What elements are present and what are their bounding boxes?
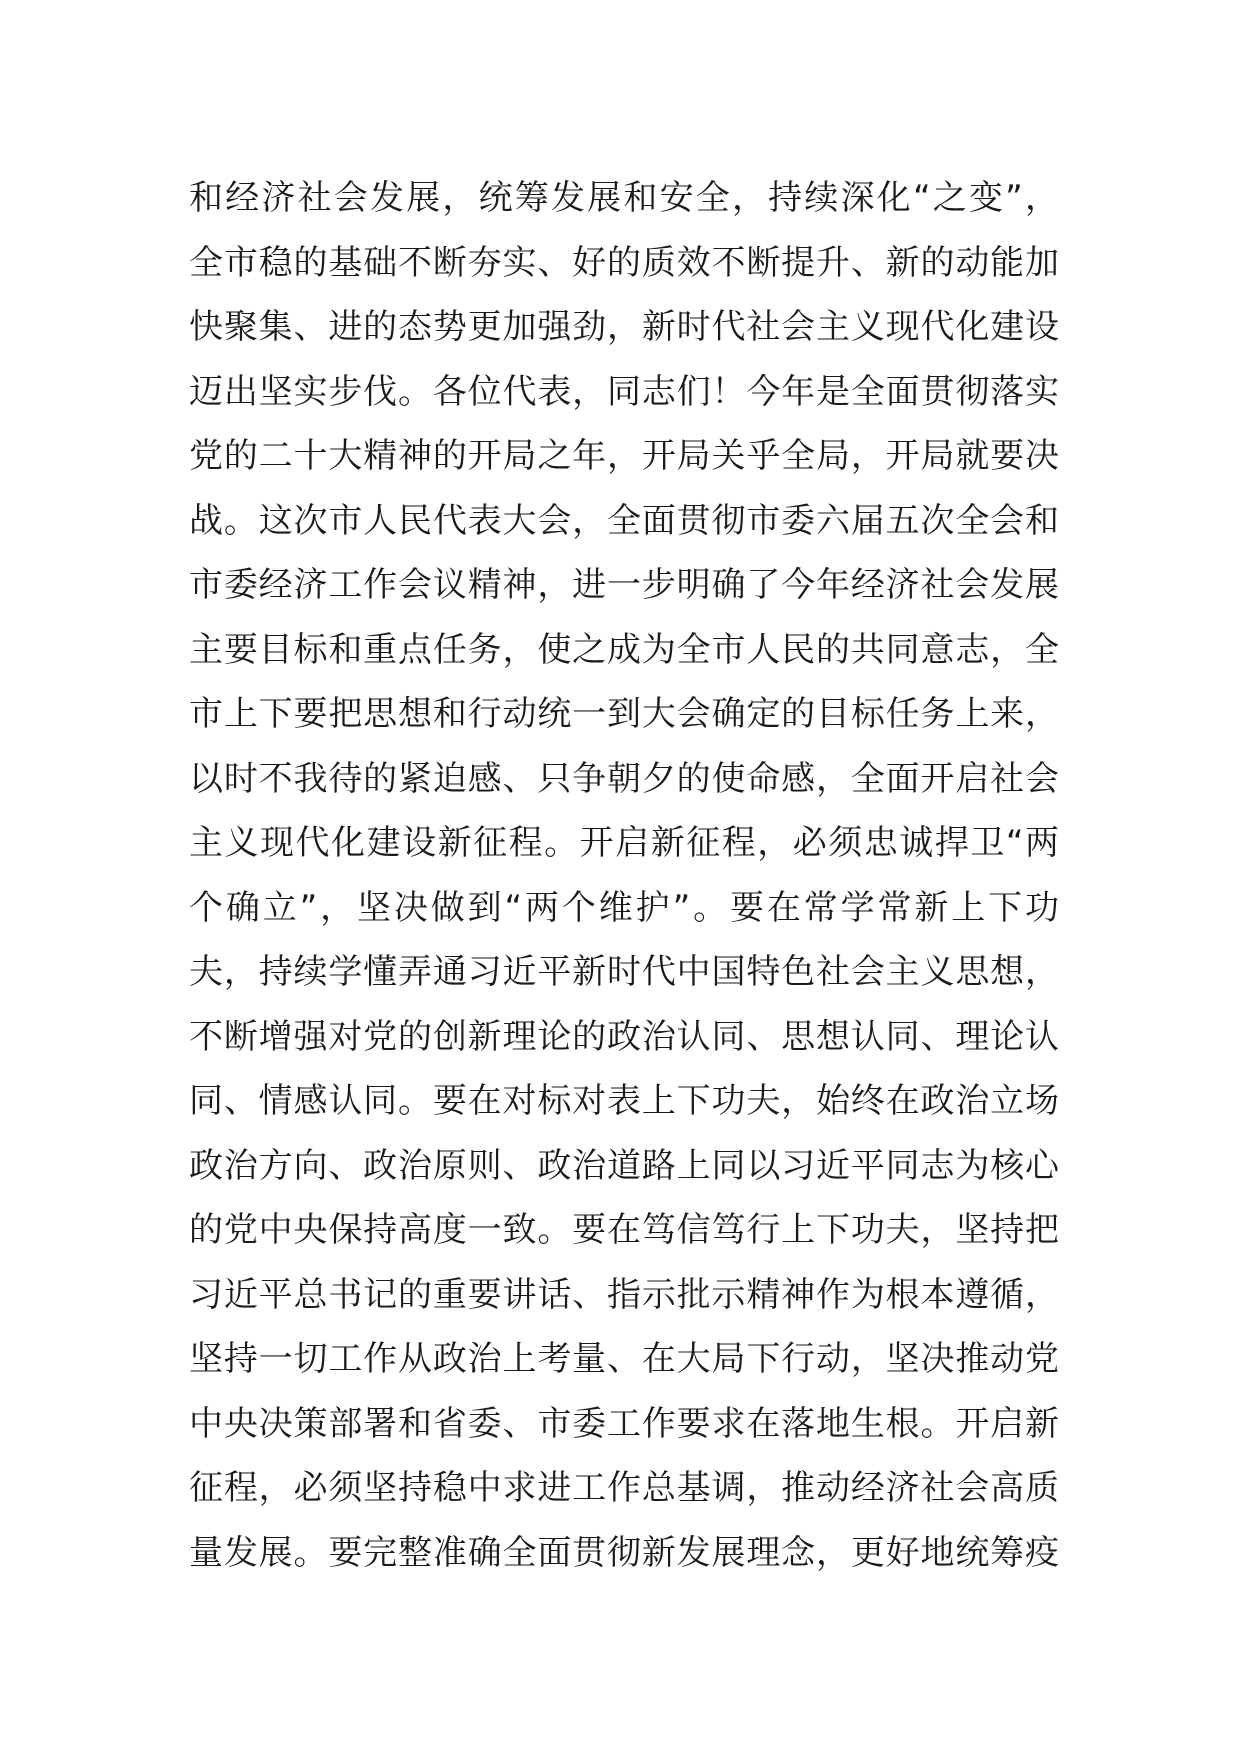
text-line: 以时不我待的紧迫感、只争朝夕的使命感，全面开启社会 [189,758,1059,799]
text-line: 主要目标和重点任务，使之成为全市人民的共同意志，全 [189,629,1059,670]
text-line: 市委经济工作会议精神，进一步明确了今年经济社会发展 [189,565,1059,605]
text-line: 夫，持续学懂弄通习近平新时代中国特色社会主义思想， [189,952,1059,992]
text-line: 坚持一切工作从政治上考量、在大局下行动，坚决推动党 [189,1339,1059,1379]
text-line: 全市稳的基础不断夯实、好的质效不断提升、新的动能加 [189,242,1059,283]
body-text [189,166,1059,1585]
text-line: 快聚集、进的态势更加强劲，新时代社会主义现代化建设 [189,307,1059,347]
text-line: 迈出坚实步伐。各位代表，同志们！今年是全面贯彻落实 [189,371,1059,412]
text-line: 和经济社会发展，统筹发展和安全，持续深化“之变”， [189,178,1059,218]
text-line: 政治方向、政治原则、政治道路上同以习近平同志为核心 [189,1145,1059,1186]
text-line: 的党中央保持高度一致。要在笃信笃行上下功夫，坚持把 [189,1210,1059,1250]
text-line: 同、情感认同。要在对标对表上下功夫，始终在政治立场 [189,1081,1059,1121]
text-line: 不断增强对党的创新理论的政治认同、思想认同、理论认 [189,1016,1059,1057]
text-line: 征程，必须坚持稳中求进工作总基调，推动经济社会高质 [189,1468,1059,1508]
text-line: 主义现代化建设新征程。开启新征程，必须忠诚捍卫“两 [189,823,1059,863]
text-line: 战。这次市人民代表大会，全面贯彻市委六届五次全会和 [189,500,1059,541]
text-line: 习近平总书记的重要讲话、指示批示精神作为根本遵循， [189,1274,1059,1315]
text-line: 量发展。要完整准确全面贯彻新发展理念，更好地统筹疫 [189,1532,1059,1573]
text-line: 个确立”，坚决做到“两个维护”。要在常学常新上下功 [189,887,1059,928]
text-line: 市上下要把思想和行动统一到大会确定的目标任务上来， [189,694,1059,734]
text-line: 党的二十大精神的开局之年，开局关乎全局，开局就要决 [189,436,1059,476]
text-line: 中央决策部署和省委、市委工作要求在落地生根。开启新 [189,1403,1059,1444]
